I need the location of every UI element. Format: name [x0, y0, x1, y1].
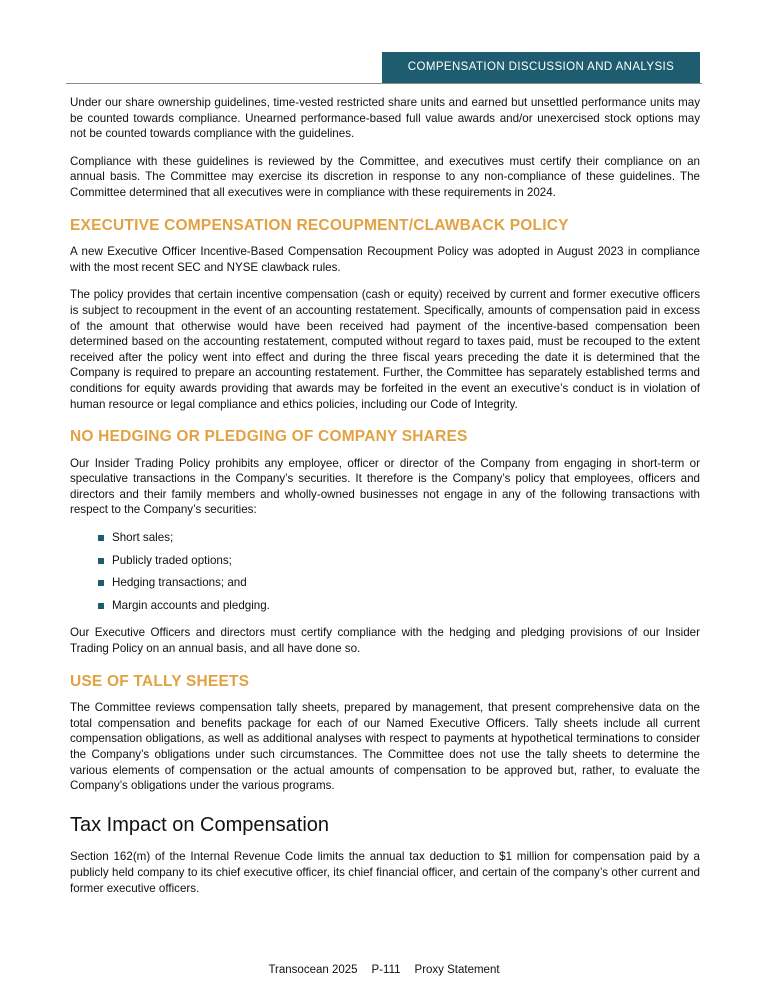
list-item [98, 575, 700, 591]
document-content [0, 84, 768, 896]
paragraph-hedging-2: Our Executive Officers and directors must certify compliance with the hedging and pledging provisions of our Insider Trading Policy on an annual basis, and all have done so. [70, 626, 700, 656]
header-banner: COMPENSATION DISCUSSION AND ANALYSIS [382, 52, 700, 83]
section-heading-tax-impact: Tax Impact on Compensation [70, 813, 330, 836]
paragraph-hedging-1: Our Insider Trading Policy prohibits any employee, officer or director of the Company from engaging in short-term or speculative transactions in the Company’s securities. It therefore is the Company’s policy that employees, officers and directors and their family members and wholly-owned businesses not engage in any of the following transactions with respect to the Company’s securities: [70, 456, 700, 517]
bullet-square-icon [98, 535, 104, 541]
section-heading-clawback: EXECUTIVE COMPENSATION RECOUPMENT/CLAWBACK POLICY [70, 216, 569, 234]
list-item-label: Margin accounts and pledging. [112, 598, 270, 612]
list-item [98, 598, 700, 614]
footer-doc-title: Proxy Statement [414, 964, 500, 976]
list-item [98, 553, 700, 569]
paragraph-tally-1: The Committee reviews compensation tally sheets, prepared by management, that present comprehensive data on the total compensation and benefits package for each of our Named Executive Officers. Tally sheets include all current compensation obligations, as well as additional analyses with respect to payments at hypothetical terminations to consider the Company’s obligations under such circumstances. The Committee does not use the tally sheets to determine the various elements of compensation or the actual amounts of compensation to be approved but, rather, to evaluate the Company’s obligations under the various programs. [70, 701, 700, 793]
page-footer [0, 964, 768, 976]
list-item-label: Hedging transactions; and [112, 576, 247, 590]
list-item-label: Publicly traded options; [112, 553, 232, 567]
footer-brand: Transocean 2025 [268, 964, 358, 976]
bullet-square-icon [98, 558, 104, 564]
bullet-square-icon [98, 580, 104, 586]
paragraph-clawback-2: The policy provides that certain incentive compensation (cash or equity) received by current and former executive officers is subject to recoupment in the event of an accounting restatement. Specifically, amounts of compensation paid in excess of the amount that otherwise would have been received had payment of the incentive-based compensation been determined based on the accounting restatement, computed without regard to taxes paid, must be recouped to the extent received after the policy went into effect and during the three fiscal years preceding the date it is determined that the Company is required to prepare an accounting restatement. Further, the Committee has separately established terms and conditions for equity awards providing that awards may be forfeited in the event an executive’s conduct is in violation of human resource or legal compliance and ethics policies, including our Code of Integrity. [70, 288, 700, 411]
bullet-square-icon [98, 603, 104, 609]
list-item-label: Short sales; [112, 531, 174, 545]
paragraph-tax-1: Section 162(m) of the Internal Revenue Code limits the annual tax deduction to $1 million for compensation paid by a publicly held company to its chief executive officer, its chief financial officer, and certain of the company’s other current and former executive officers. [70, 850, 700, 895]
list-item [98, 530, 700, 546]
section-heading-hedging: NO HEDGING OR PLEDGING OF COMPANY SHARES [70, 428, 468, 446]
footer-page-number: P-111 [371, 964, 401, 976]
paragraph-intro-2: Compliance with these guidelines is reviewed by the Committee, and executives must certify their compliance on an annual basis. The Committee may exercise its discretion in response to any non-compliance of these guidelines. The Committee determined that all executives were in compliance with these requirements in 2024. [70, 154, 700, 199]
page-header [0, 0, 768, 84]
paragraph-clawback-1: A new Executive Officer Incentive-Based Compensation Recoupment Policy was adopted in August 2023 in compliance with the most recent SEC and NYSE clawback rules. [70, 245, 700, 274]
hedging-bullet-list [98, 530, 700, 613]
paragraph-intro-1: Under our share ownership guidelines, time-vested restricted share units and earned but unsettled performance units may be counted towards compliance. Unearned performance-based full value awards and/or unexercised stock options may not be counted towards compliance with the guidelines. [70, 96, 700, 141]
section-heading-tally: USE OF TALLY SHEETS [70, 672, 250, 690]
